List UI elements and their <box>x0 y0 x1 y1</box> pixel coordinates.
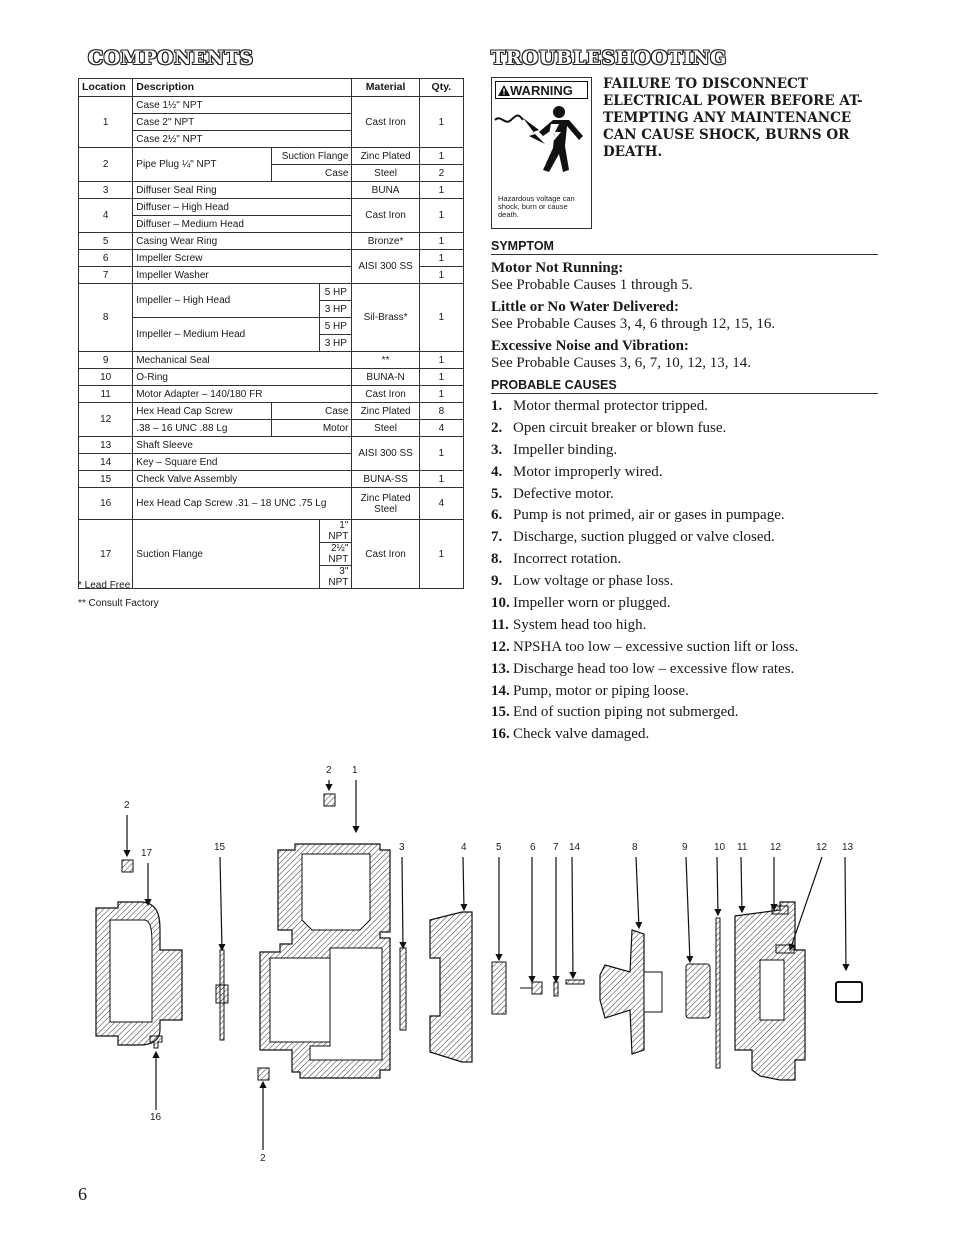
label-4: 4 <box>461 842 467 853</box>
cell-qty: 1 <box>419 199 463 233</box>
cell-material: AISI 300 SS <box>352 250 419 284</box>
cell-description: Case 1½" NPT <box>133 97 352 114</box>
table-row <box>79 403 464 420</box>
list-item <box>491 593 798 615</box>
label-11: 11 <box>737 842 748 853</box>
cell-hp: 5 HP <box>320 284 352 301</box>
label-10: 10 <box>714 842 726 853</box>
cause-text: Low voltage or phase loss. <box>513 573 674 590</box>
cell-hp: 3 HP <box>320 335 352 352</box>
cell-material: BUNA <box>352 182 419 199</box>
cell-description: Hex Head Cap Screw <box>133 403 272 420</box>
troubleshooting-title: TROUBLESHOOTING <box>491 47 727 69</box>
table-row <box>79 233 464 250</box>
probable-causes-list <box>491 396 798 746</box>
cell-location: 6 <box>79 250 133 267</box>
cause-text: Impeller binding. <box>513 441 618 458</box>
cell-location: 8 <box>79 284 133 352</box>
list-item <box>491 527 798 549</box>
cell-description: Diffuser – Medium Head <box>133 216 352 233</box>
wear-ring-shape <box>492 962 506 1014</box>
label-9: 9 <box>682 842 688 853</box>
list-item <box>491 440 798 462</box>
list-item <box>491 549 798 571</box>
cause-number: 10. <box>491 595 510 612</box>
header-qty: Qty. <box>419 79 463 97</box>
cause-number: 16. <box>491 726 510 743</box>
cell-description: Impeller – Medium Head <box>133 318 320 352</box>
cell-location: 13 <box>79 437 133 454</box>
cell-qty: 1 <box>419 520 463 589</box>
cell-location: 7 <box>79 267 133 284</box>
cell-description: Pipe Plug ¼" NPT <box>133 148 272 182</box>
cell-material: ** <box>352 352 419 369</box>
warning-small-text: Hazardous voltage can shock, burn or cause death. <box>498 194 575 219</box>
cell-description: Impeller Washer <box>133 267 352 284</box>
cause-text: Incorrect rotation. <box>513 551 622 568</box>
cell-qty: 1 <box>419 148 463 165</box>
cause-text: Discharge, suction plugged or valve closed. <box>513 529 775 546</box>
list-item <box>491 681 798 703</box>
cell-description: Case 2½" NPT <box>133 131 352 148</box>
cause-number: 1. <box>491 398 503 414</box>
label-12: 12 <box>816 842 828 853</box>
table-row <box>79 352 464 369</box>
cell-description: Key – Square End <box>133 454 352 471</box>
symptom-text: See Probable Causes 3, 4, 6 through 12, 15, 16. <box>491 316 776 332</box>
label-3: 3 <box>399 842 405 853</box>
cause-number: 14. <box>491 682 510 699</box>
cell-qty: 1 <box>419 182 463 199</box>
key-shape <box>566 980 584 984</box>
cell-location: 1 <box>79 97 133 148</box>
cause-text: NPSHA too low – excessive suction lift or loss. <box>513 638 799 655</box>
cell-location: 14 <box>79 454 133 471</box>
cause-text: Impeller worn or plugged. <box>513 595 671 612</box>
cause-number: 12. <box>491 638 510 655</box>
cell-description: Mechanical Seal <box>133 352 352 369</box>
cell-material: Steel <box>352 420 419 437</box>
electric-shock-icon <box>493 100 590 192</box>
warning-box <box>491 77 592 229</box>
cell-qty: 8 <box>419 403 463 420</box>
cause-number: 5. <box>491 485 503 502</box>
components-title: COMPONENTS <box>88 47 254 69</box>
footnote-consult-factory: ** Consult Factory <box>78 598 159 609</box>
pipe-plug-shape <box>258 1068 269 1080</box>
cell-material: BUNA-SS <box>352 471 419 488</box>
cell-description: Impeller – High Head <box>133 284 320 318</box>
diffuser-shape <box>430 912 472 1062</box>
table-row <box>79 284 464 301</box>
cell-hp: 5 HP <box>320 318 352 335</box>
cell-location: 10 <box>79 369 133 386</box>
footnote-lead-free: * Lead Free <box>78 580 131 591</box>
cell-material: Cast Iron <box>352 97 419 148</box>
cause-number: 11. <box>491 616 509 633</box>
cell-material: AISI 300 SS <box>352 437 419 471</box>
warning-triangle-icon <box>498 85 510 96</box>
header-description: Description <box>133 79 352 97</box>
warning-text: FAILURE TO DISCONNECT ELECTRICAL POWER BEFORE AT-TEMPTING ANY MAINTENANCE CAN CAUSE SHOCK, BURNS OR DEATH. <box>603 76 863 160</box>
warning-label: WARNING <box>510 82 573 98</box>
cause-text: Open circuit breaker or blown fuse. <box>513 419 727 436</box>
cause-number: 4. <box>491 463 503 480</box>
symptom-title: Motor Not Running: <box>491 260 624 276</box>
exploded-pump-diagram <box>60 760 900 1170</box>
cell-qty: 1 <box>419 386 463 403</box>
o-ring-shape <box>716 918 720 1068</box>
cap-screw-shape <box>776 945 794 953</box>
impeller-shape <box>600 930 644 1054</box>
label-2: 2 <box>326 765 332 776</box>
page-number: 6 <box>78 1184 87 1204</box>
cause-text: Pump, motor or piping loose. <box>513 682 689 699</box>
cell-description: Shaft Sleeve <box>133 437 352 454</box>
cell-subdescription: Suction Flange <box>272 148 352 165</box>
cell-location: 11 <box>79 386 133 403</box>
symptom-item <box>491 299 891 333</box>
cell-qty: 1 <box>419 284 463 352</box>
cause-text: End of suction piping not submerged. <box>513 704 739 721</box>
table-row <box>79 420 464 437</box>
cell-qty: 1 <box>419 437 463 471</box>
components-table <box>78 78 464 589</box>
cell-description: Case 2" NPT <box>133 114 352 131</box>
cell-qty: 1 <box>419 471 463 488</box>
symptom-title: Little or No Water Delivered: <box>491 299 680 315</box>
cause-number: 2. <box>491 419 503 436</box>
cell-qty: 1 <box>419 233 463 250</box>
cause-text: System head too high. <box>513 616 647 633</box>
table-row <box>79 471 464 488</box>
list-item <box>491 637 798 659</box>
list-item <box>491 484 798 506</box>
cell-material: Cast Iron <box>352 520 419 589</box>
cause-text: Check valve damaged. <box>513 726 650 743</box>
cell-description: O-Ring <box>133 369 352 386</box>
label-6: 6 <box>530 842 536 853</box>
label-12: 12 <box>770 842 782 853</box>
label-8: 8 <box>632 842 638 853</box>
cell-location: 9 <box>79 352 133 369</box>
cause-number: 9. <box>491 573 503 590</box>
cell-location: 16 <box>79 488 133 520</box>
cell-size: 1" NPT <box>320 520 352 543</box>
cause-number: 15. <box>491 704 510 721</box>
label-5: 5 <box>496 842 502 853</box>
label-7: 7 <box>553 842 559 853</box>
cell-material: Cast Iron <box>352 199 419 233</box>
cell-qty: 1 <box>419 369 463 386</box>
cell-location: 2 <box>79 148 133 182</box>
label-16: 16 <box>150 1112 162 1123</box>
cell-subdescription: Motor <box>272 420 352 437</box>
symptom-text: See Probable Causes 1 through 5. <box>491 277 693 293</box>
table-header-row <box>79 79 464 97</box>
table-row <box>79 437 464 454</box>
cause-number: 7. <box>491 529 503 546</box>
table-row <box>79 250 464 267</box>
cause-text: Pump is not primed, air or gases in pumpage. <box>513 507 785 524</box>
cell-location: 5 <box>79 233 133 250</box>
cell-description: Hex Head Cap Screw .31 – 18 UNC .75 Lg <box>133 488 352 520</box>
cell-location: 4 <box>79 199 133 233</box>
list-item <box>491 724 798 746</box>
cell-location: 12 <box>79 403 133 437</box>
impeller-screw-shape <box>520 982 542 994</box>
cell-hp: 3 HP <box>320 301 352 318</box>
cell-size: 3" NPT <box>320 566 352 589</box>
cause-text: Defective motor. <box>513 485 614 502</box>
label-14: 14 <box>569 842 581 853</box>
washer-shape <box>554 982 558 996</box>
list-item <box>491 571 798 593</box>
cell-material: Sil-Brass* <box>352 284 419 352</box>
cause-text: Motor improperly wired. <box>513 463 663 480</box>
cell-qty: 1 <box>419 250 463 267</box>
cell-material: Zinc Plated <box>352 403 419 420</box>
cell-location: 3 <box>79 182 133 199</box>
list-item <box>491 462 798 484</box>
header-material: Material <box>352 79 419 97</box>
table-row <box>79 148 464 165</box>
cell-size: 2½" NPT <box>320 543 352 566</box>
cell-location: 17 <box>79 520 133 589</box>
table-row <box>79 369 464 386</box>
table-row <box>79 386 464 403</box>
cell-material: Bronze* <box>352 233 419 250</box>
header-location: Location <box>79 79 133 97</box>
cell-description: Casing Wear Ring <box>133 233 352 250</box>
shaft-sleeve-shape <box>836 982 862 1002</box>
label-2: 2 <box>124 800 130 811</box>
cell-qty: 4 <box>419 488 463 520</box>
cell-description: Diffuser Seal Ring <box>133 182 352 199</box>
seal-ring-shape <box>400 948 406 1030</box>
cell-qty: 2 <box>419 165 463 182</box>
symptom-item <box>491 260 891 294</box>
list-item <box>491 702 798 724</box>
symptom-item <box>491 338 891 372</box>
pipe-plug-shape <box>324 794 335 806</box>
table-row <box>79 182 464 199</box>
cell-description: Diffuser – High Head <box>133 199 352 216</box>
cap-screw-shape <box>772 906 788 914</box>
cell-qty: 1 <box>419 352 463 369</box>
cause-number: 3. <box>491 441 503 458</box>
table-row <box>79 488 464 520</box>
cell-description: Impeller Screw <box>133 250 352 267</box>
list-item <box>491 418 798 440</box>
label-15: 15 <box>214 842 226 853</box>
cell-qty: 4 <box>419 420 463 437</box>
label-17: 17 <box>141 848 153 859</box>
table-row <box>79 97 464 114</box>
cause-text: Discharge head too low – excessive flow rates. <box>513 660 795 677</box>
mechanical-seal-shape <box>686 964 710 1018</box>
warning-header <box>495 81 588 99</box>
cell-description: Motor Adapter – 140/180 FR <box>133 386 352 403</box>
cell-material: Steel <box>352 165 419 182</box>
label-13: 13 <box>842 842 854 853</box>
label-1: 1 <box>352 765 358 776</box>
list-item <box>491 615 798 637</box>
cell-description: Check Valve Assembly <box>133 471 352 488</box>
cell-material: BUNA-N <box>352 369 419 386</box>
cause-number: 6. <box>491 507 503 524</box>
cause-number: 13. <box>491 660 510 677</box>
probable-causes-heading: PROBABLE CAUSES <box>491 378 878 394</box>
cell-subdescription: Case <box>272 165 352 182</box>
cell-qty: 1 <box>419 97 463 148</box>
cell-description: Suction Flange <box>133 520 320 589</box>
list-item <box>491 659 798 681</box>
cell-description: .38 – 16 UNC .88 Lg <box>133 420 272 437</box>
cell-material <box>352 488 419 520</box>
list-item <box>491 396 798 418</box>
material-line: Steel <box>374 503 397 515</box>
material-line: Zinc Plated <box>360 492 411 504</box>
pipe-plug-shape <box>122 860 133 872</box>
cause-number: 8. <box>491 551 503 568</box>
cell-location: 15 <box>79 471 133 488</box>
cell-qty: 1 <box>419 267 463 284</box>
symptom-heading: SYMPTOM <box>491 239 878 255</box>
table-row <box>79 520 464 543</box>
label-2: 2 <box>260 1153 266 1164</box>
cell-material: Cast Iron <box>352 386 419 403</box>
table-row <box>79 199 464 216</box>
symptom-title: Excessive Noise and Vibration: <box>491 338 689 354</box>
cell-subdescription: Case <box>272 403 352 420</box>
symptom-text: See Probable Causes 3, 6, 7, 10, 12, 13, 14. <box>491 355 751 371</box>
list-item <box>491 505 798 527</box>
cause-text: Motor thermal protector tripped. <box>513 398 708 414</box>
cell-material: Zinc Plated <box>352 148 419 165</box>
